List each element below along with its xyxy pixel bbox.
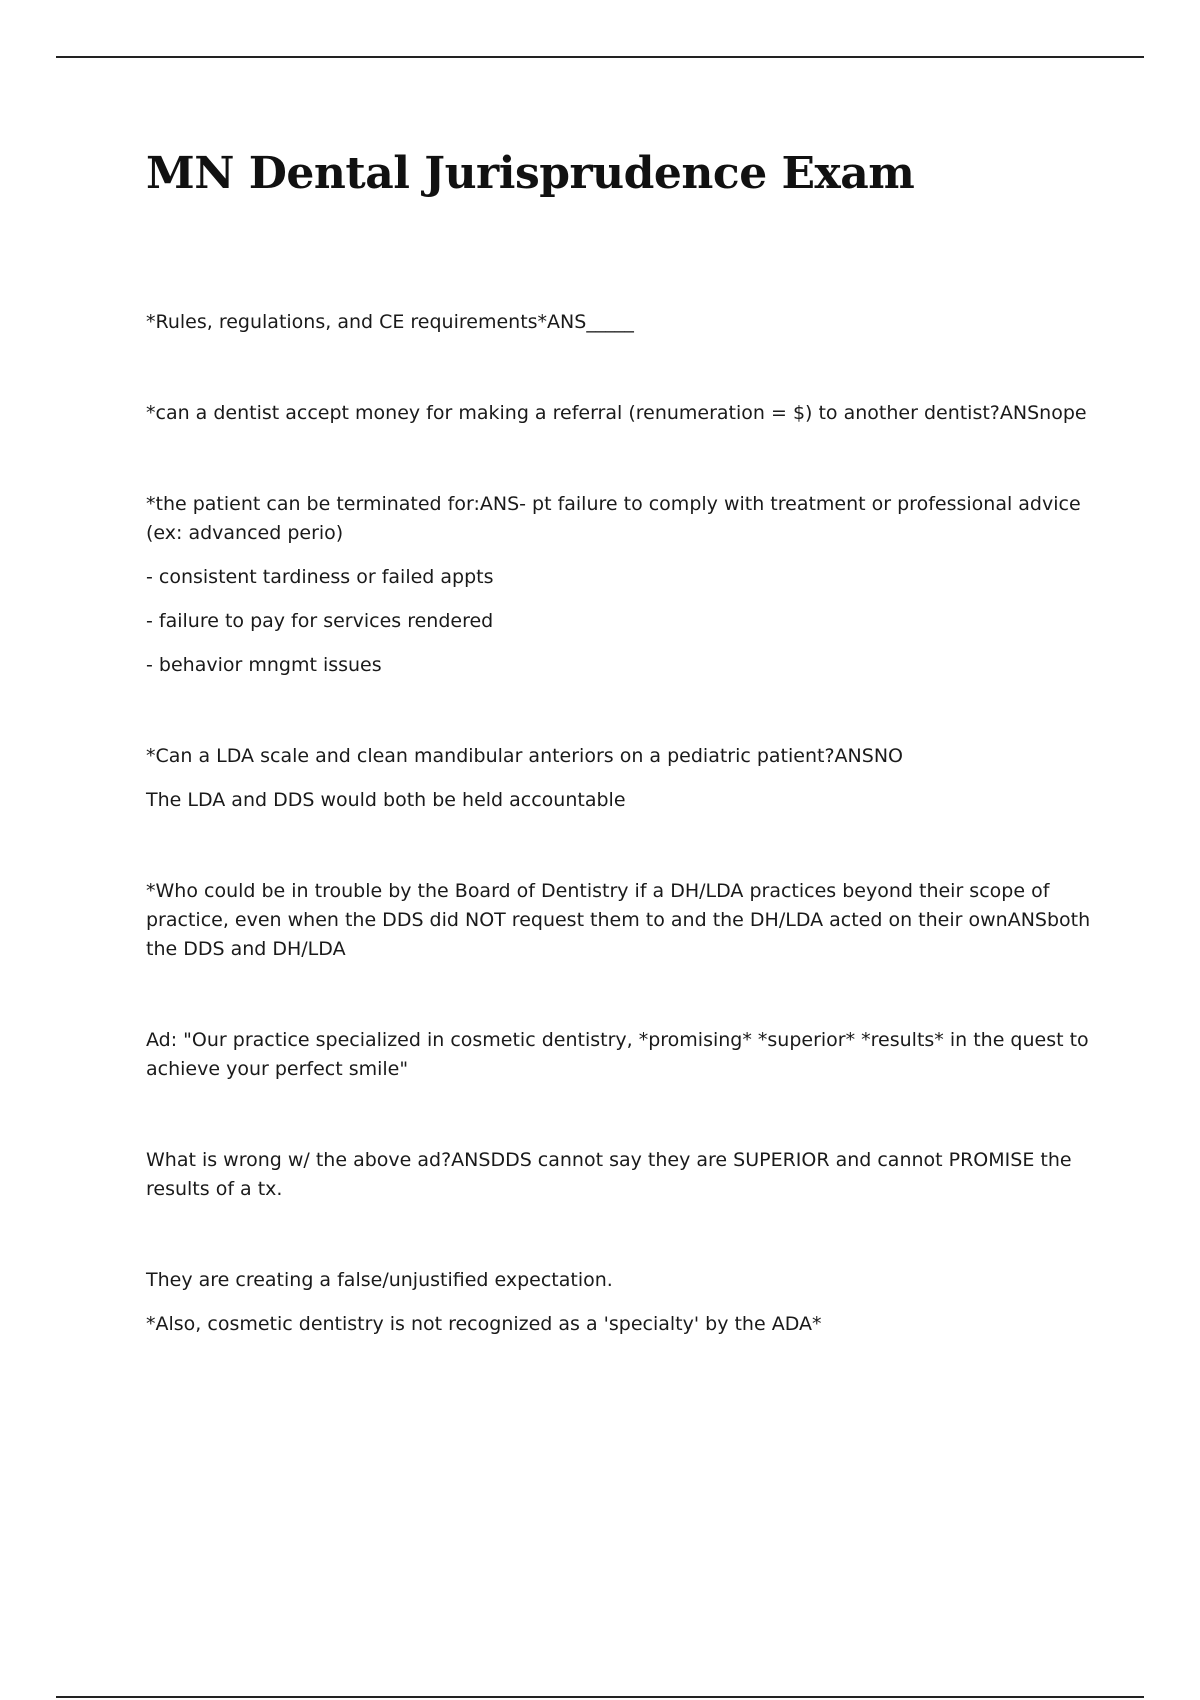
document-body: [146, 140, 1096, 1339]
list-item: - behavior mngmt issues: [146, 654, 382, 676]
ad-specialty-note: *Also, cosmetic dentistry is not recognized as a 'specialty' by the ADA*: [146, 1313, 822, 1335]
qa-lda-accountability: The LDA and DDS would both be held accountable: [146, 789, 626, 811]
spacer: [146, 208, 1096, 308]
ad-expectation-note: They are creating a false/unjustified expectation.: [146, 1269, 613, 1291]
qa-referral-money: *can a dentist accept money for making a referral (renumeration = $) to another dentist?ANSnope: [146, 402, 1087, 424]
list-item: - consistent tardiness or failed appts: [146, 566, 494, 588]
ad-quote: Ad: "Our practice specialized in cosmetic dentistry, *promising* *superior* *results* in the quest to achieve your perfect smile": [146, 1029, 1089, 1080]
qa-scope-of-practice: *Who could be in trouble by the Board of Dentistry if a DH/LDA practices beyond their scope of practice, even when the DDS did NOT request them to and the DH/LDA acted on their ownANSboth the DDS and DH/LDA: [146, 880, 1091, 960]
qa-ad-wrong: What is wrong w/ the above ad?ANSDDS cannot say they are SUPERIOR and cannot PROMISE the results of a tx.: [146, 1149, 1072, 1200]
qa-rules-regulations: *Rules, regulations, and CE requirements*ANS_____: [146, 311, 634, 333]
qa-lda-scale-clean: *Can a LDA scale and clean mandibular anteriors on a pediatric patient?ANSNO: [146, 745, 903, 767]
qa-list: [146, 308, 1096, 1339]
bottom-rule: [56, 1696, 1144, 1698]
top-rule: [56, 56, 1144, 58]
qa-patient-termination: *the patient can be terminated for:ANS- pt failure to comply with treatment or professional advice (ex: advanced perio): [146, 493, 1081, 544]
list-item: - failure to pay for services rendered: [146, 610, 494, 632]
document-title: MN Dental Jurisprudence Exam: [146, 148, 915, 199]
